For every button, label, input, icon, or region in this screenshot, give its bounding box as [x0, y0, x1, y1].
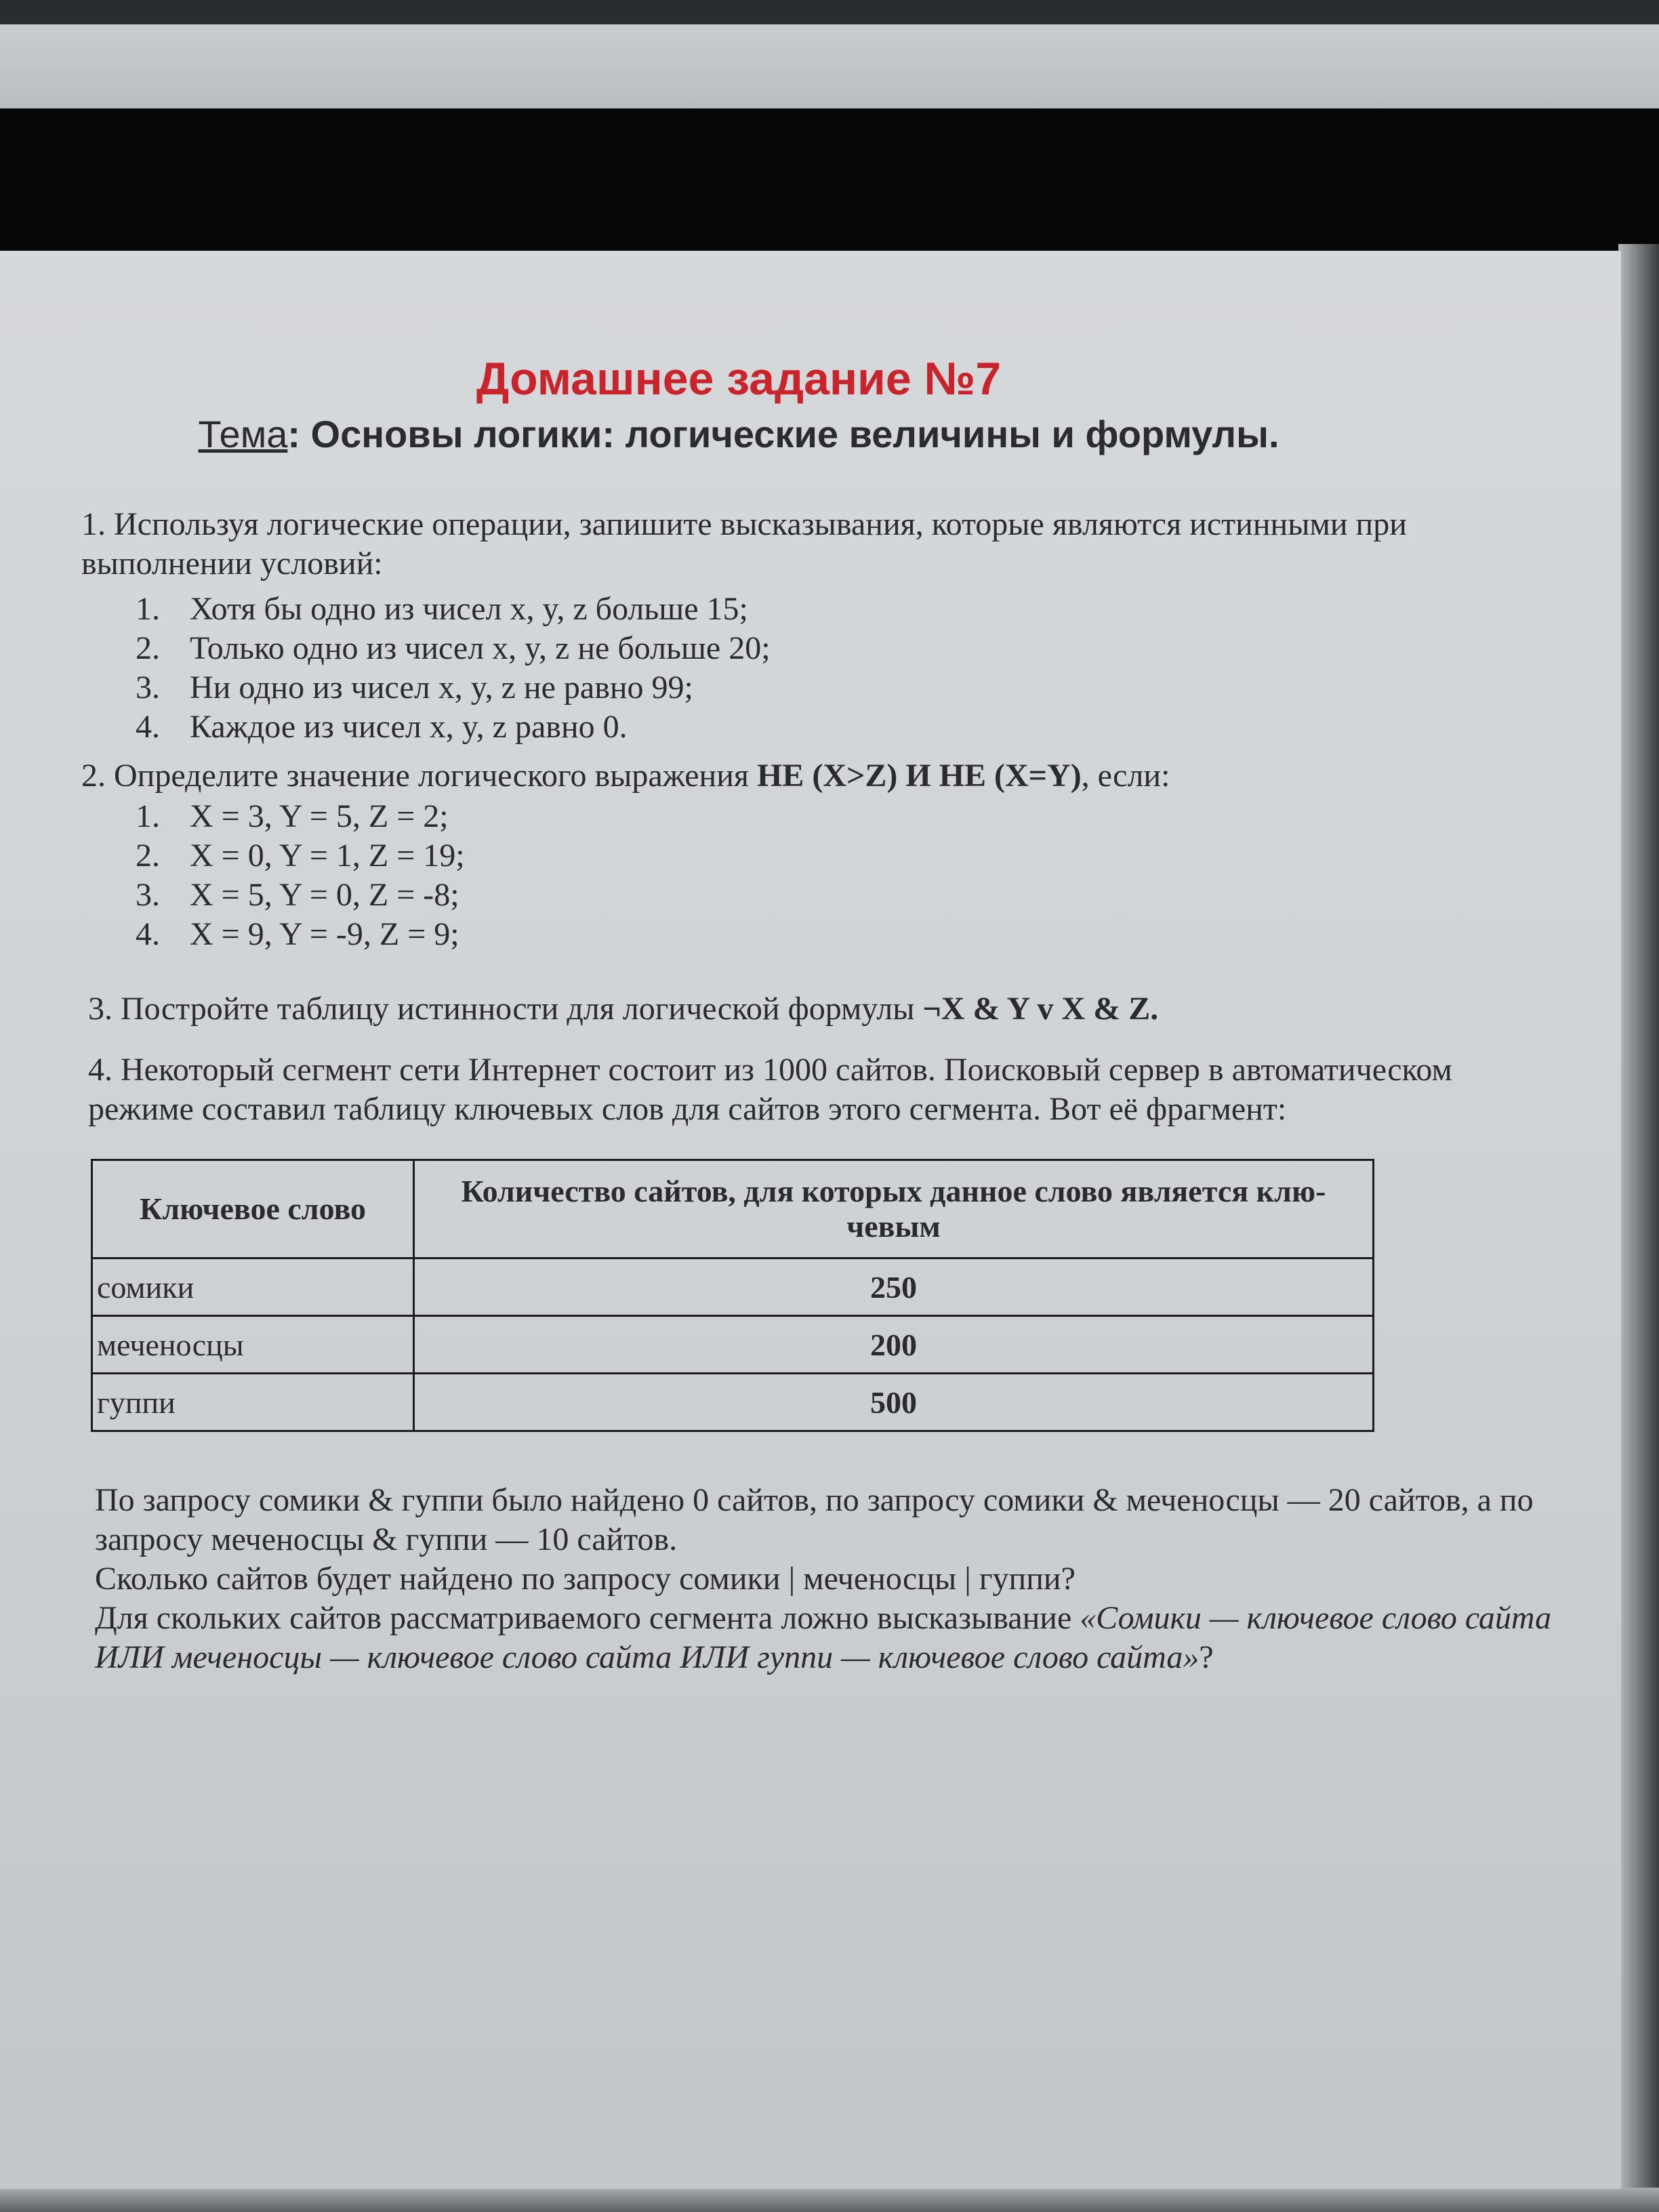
list-item [136, 629, 771, 668]
list-item [136, 590, 771, 629]
document-page [0, 251, 1621, 2189]
task2-intro [81, 756, 1538, 796]
dark-header-band [0, 108, 1659, 251]
window-top-bar [0, 0, 1659, 24]
subtitle-label: Тема [198, 413, 288, 455]
task4-after-3-end: ? [1199, 1639, 1214, 1675]
item-number: 3. [136, 877, 160, 913]
list-item [136, 876, 465, 915]
list-item [136, 708, 771, 747]
header-keyword: Ключевое слово [92, 1160, 414, 1258]
task4-after-2: Сколько сайтов будет найдено по запросу сомики | меченосцы | гуппи? [95, 1561, 1076, 1597]
item-number: 4. [136, 916, 160, 952]
keyword-cell: меченосцы [92, 1316, 414, 1374]
table-row [92, 1316, 1374, 1374]
item-text: Каждое из чисел x, y, z равно 0. [190, 709, 628, 745]
item-number: 4. [136, 709, 160, 745]
item-number: 2. [136, 838, 160, 874]
task1-intro: 1. Используя логические операции, запишите высказывания, которые являются истинными при выполнении условий: [81, 506, 1407, 581]
item-number: 3. [136, 670, 160, 705]
task4-after-3-quote: «Сомики — ключевое слово сайта ИЛИ меченосцы — ключевое слово сайта ИЛИ гуппи — ключевое слово сайта» [95, 1600, 1552, 1675]
item-number: 1. [136, 798, 160, 834]
task1-list [136, 590, 771, 747]
task2-expression: НЕ (X>Z) И НЕ (X=Y) [756, 758, 1082, 794]
item-text: Только одно из чисел x, y, z не больше 20; [190, 630, 771, 666]
keyword-cell: гуппи [92, 1374, 414, 1431]
count-cell: 200 [414, 1316, 1374, 1374]
task4-after-3 [95, 1599, 1552, 1677]
task4-intro: 4. Некоторый сегмент сети Интернет состоит из 1000 сайтов. Поисковый сервер в автоматическом режиме составил таблицу ключевых слов для сайтов этого сегмента. Вот её фрагмент: [88, 1052, 1452, 1127]
table-row [92, 1258, 1374, 1316]
count-cell: 500 [414, 1374, 1374, 1431]
item-number: 1. [136, 591, 160, 627]
task2-list [136, 797, 465, 954]
count-cell: 250 [414, 1258, 1374, 1316]
task2-suffix: , если: [1081, 758, 1170, 794]
document-content [0, 251, 1621, 2189]
item-text: X = 0, Y = 1, Z = 19; [190, 838, 465, 874]
task3-formula: ¬X & Y v X & Z. [922, 991, 1159, 1027]
table-row [92, 1374, 1374, 1431]
header-count: Количество сайтов, для которых данное слово является клю-чевым [414, 1160, 1374, 1258]
list-item [136, 668, 771, 708]
item-text: X = 9, Y = -9, Z = 9; [190, 916, 459, 952]
list-item [136, 915, 465, 954]
keyword-table [91, 1159, 1374, 1432]
page-subtitle [0, 412, 1477, 456]
list-item [136, 797, 465, 836]
keyword-cell: сомики [92, 1258, 414, 1316]
browser-toolbar [0, 24, 1659, 108]
screen-bottom-edge [0, 2188, 1659, 2212]
task3-text: 3. Постройте таблицу истинности для логической формулы [88, 991, 923, 1027]
list-item [136, 836, 465, 876]
task4-after-1: По запросу сомики & гуппи было найдено 0 сайтов, по запросу сомики & меченосцы — 20 сайтов, а по запросу меченосцы & гуппи — 10 сайтов. [95, 1482, 1534, 1557]
item-text: X = 5, Y = 0, Z = -8; [190, 877, 459, 913]
subtitle-separator: : [287, 413, 300, 455]
table-header-row [92, 1160, 1374, 1258]
task4-after-3-text: Для скольких сайтов рассматриваемого сегмента ложно высказывание [95, 1600, 1080, 1636]
subtitle-text: Основы логики: логические величины и формулы. [300, 413, 1279, 455]
item-number: 2. [136, 630, 160, 666]
task3 [88, 989, 1545, 1029]
screen-edge [1618, 244, 1659, 2212]
page-title: Домашнее задание №7 [476, 353, 1002, 405]
item-text: Хотя бы одно из чисел x, y, z больше 15; [190, 591, 748, 627]
task2-intro-text: 2. Определите значение логического выражения [81, 758, 757, 794]
item-text: X = 3, Y = 5, Z = 2; [190, 798, 449, 834]
item-text: Ни одно из чисел x, y, z не равно 99; [190, 670, 693, 705]
